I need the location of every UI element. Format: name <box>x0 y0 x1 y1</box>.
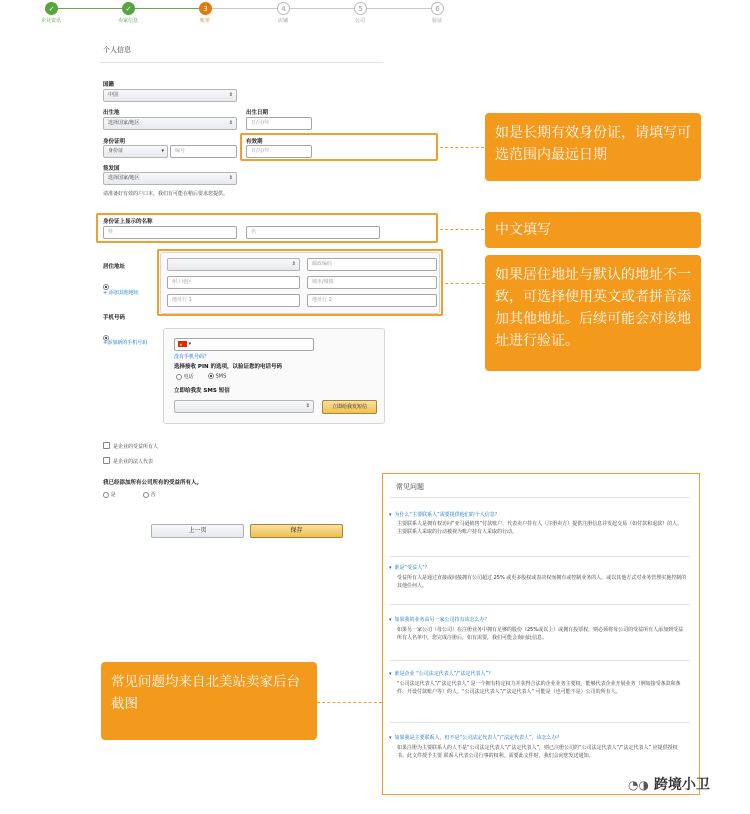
expiry-input[interactable]: 日/月/年 <box>246 145 312 158</box>
nationality-select[interactable] <box>103 89 237 102</box>
radio-selected-icon <box>208 373 214 379</box>
postcode-input[interactable]: 邮政编码 <box>307 258 437 271</box>
id-type-select[interactable] <box>103 145 168 158</box>
step-3-label: 账单 <box>199 18 210 24</box>
connector-line <box>440 229 484 230</box>
birthplace-select[interactable] <box>103 117 237 130</box>
faq-question-3[interactable] <box>389 616 490 623</box>
step-2-label: 卖家信息 <box>117 18 138 24</box>
divider <box>390 722 690 723</box>
expiry-callout: 如是长期有效身份证，请填写可选范围内最远日期 <box>485 113 701 181</box>
connector-line <box>445 283 485 284</box>
step-connector <box>283 8 358 9</box>
send-sms-button[interactable]: 立即给我发短信 <box>322 400 377 414</box>
connector-line <box>440 147 484 148</box>
step-connector <box>52 8 127 9</box>
updown-caret-icon: ⇕ <box>228 175 233 181</box>
faq-question-3-text: 如果我的业务由另一家公司持有该怎么办？ <box>394 617 490 623</box>
issuing-country-value: 选择国家/地区 <box>108 175 140 181</box>
address-callout: 如果居住地址与默认的地址不一致，可选择使用英文或者拼音添加其他地址。后续可能会对该地址进行验证。 <box>485 255 701 371</box>
faq-question-4-text: 谁是企业 “公司法定代表人”/“法定代表人”？ <box>394 671 494 677</box>
chevron-down-icon: ▾ <box>389 735 392 741</box>
id-number-input[interactable]: 编号 <box>170 145 237 158</box>
issuing-country-label: 签发国 <box>103 166 120 172</box>
divider <box>390 604 690 605</box>
beneficial-owner-checkbox[interactable] <box>103 442 110 449</box>
yes-label: 是 <box>110 492 116 498</box>
faq-answer-4: “公司法定代表人”/“法定代表人” 是一个拥有特定权力并获得合法的企业业务主要权，能够代表企业开展业务（例如接受条款和条件、开设付款账户等）的人。“公司法定代表人”/“法定代表人” 可能是（也可能不是）公司的所有人。 <box>397 681 681 695</box>
state-input[interactable]: 州 / 地区 <box>167 276 300 289</box>
sms-language-select[interactable] <box>174 400 314 413</box>
call-option-label: 电话 <box>183 374 194 380</box>
nationality-value: 中国 <box>108 92 119 98</box>
address-label: 居住地址 <box>103 264 126 270</box>
step-1-check-icon[interactable]: ✓ <box>45 2 58 15</box>
issuing-country-note: 请准备好有效的户口本，我们有可能在稍后要求您提供。 <box>103 191 229 197</box>
legal-rep-checkbox[interactable] <box>103 457 110 464</box>
step-5-number: 5 <box>354 2 367 15</box>
answer-no-option[interactable] <box>143 491 156 498</box>
nationality-label: 国籍 <box>103 82 115 88</box>
chevron-down-icon: ▾ <box>389 671 392 677</box>
step-connector <box>360 8 435 9</box>
phone-label: 手机号码 <box>103 315 126 321</box>
all-owners-question: 我已经添加所有公司所有的受益所有人。 <box>103 480 203 486</box>
step-2-check-icon[interactable]: ✓ <box>122 2 135 15</box>
address-line1-input[interactable]: 地址行 1 <box>167 294 300 307</box>
faq-question-1-text: 为什么“主要联系人”需要提供他们的个人信息？ <box>394 512 500 518</box>
step-4-number: 4 <box>277 2 290 15</box>
section-title: 个人信息 <box>103 46 131 54</box>
city-input[interactable]: 城市/城镇 <box>307 276 437 289</box>
updown-caret-icon: ⇕ <box>291 261 296 267</box>
name-highlight <box>96 213 438 243</box>
divider <box>390 497 690 498</box>
previous-button[interactable]: 上一页 <box>151 524 244 538</box>
last-name-input[interactable]: 姓 <box>103 226 237 239</box>
add-address-link[interactable]: + 添加其他地址 <box>103 290 139 296</box>
faq-question-1[interactable] <box>389 511 500 518</box>
birthplace-label: 出生地 <box>103 110 120 116</box>
radio-icon <box>176 374 182 380</box>
wechat-icon: ◔◑ <box>628 778 649 792</box>
faq-question-5[interactable] <box>389 734 562 741</box>
sms-language-label: 立即给我发 SMS 短信 <box>174 388 230 394</box>
step-connector <box>206 8 281 9</box>
step-4-label: 店铺 <box>277 18 288 24</box>
no-phone-link[interactable]: 没有手机号码？ <box>174 354 210 360</box>
address-highlight <box>157 249 443 316</box>
faq-answer-3: 如果另一家公司（母公司）在注册业务中拥有足够的股份（25%或以上）或拥有投票权，则必须将母公司的受益所有人添加到受益所有人名单中。您完成注册后，如有需要，我们可能会询问此信息。 <box>397 627 684 641</box>
updown-caret-icon: ⇕ <box>305 403 310 409</box>
save-button[interactable]: 保存 <box>250 524 343 538</box>
pin-call-option[interactable] <box>176 373 194 380</box>
faq-answer-2: 受益所有人是通过直接或间接拥有公司超过 25% 或更多股权或表决权而拥有或控制业务的人，或以其他方式对业务管理实施控制的其他任何人。 <box>397 575 687 589</box>
watermark-text: 跨境小卫 <box>653 777 710 793</box>
birthdate-input[interactable]: 日/月/年 <box>246 117 312 130</box>
pin-option-label: 选择接收 PIN 的选项，以验证您的电话号码 <box>174 364 283 370</box>
faq-question-5-text: 如果我是主要联系人，但不是“公司法定代表人”/“法定代表人”，该怎么办？ <box>394 735 562 741</box>
watermark <box>628 774 710 794</box>
add-phone-link[interactable]: +添加新的手机号码 <box>103 340 148 346</box>
birthdate-label: 出生日期 <box>246 110 269 116</box>
divider <box>100 62 383 63</box>
pin-sms-option[interactable] <box>208 373 226 380</box>
beneficial-owner-label: 是企业的受益所有人 <box>113 444 159 450</box>
step-3-number[interactable]: 3 <box>199 2 212 15</box>
issuing-country-select[interactable] <box>103 172 237 185</box>
phone-input[interactable] <box>174 338 314 351</box>
step-5-label: 公司 <box>354 18 365 24</box>
divider <box>390 556 690 557</box>
no-label: 否 <box>150 492 156 498</box>
connector-line <box>317 702 382 703</box>
radio-icon <box>143 492 149 498</box>
answer-yes-option[interactable] <box>103 491 116 498</box>
id-proof-label: 身份证明 <box>103 139 126 145</box>
faq-answer-1: 主要联系人是拥有权访问“亚马逊销售”付款账户，代表卖户持有人（注册卖方）提供注册信息并发起交易（如付款和退款）的人。主要联系人采取的行动被视为账户持有人采取的行动。 <box>397 521 683 535</box>
legal-rep-label: 是企业的法人代表 <box>113 459 154 465</box>
expiry-label: 有效期 <box>246 139 263 145</box>
expiry-highlight <box>240 133 438 161</box>
name-callout: 中文填写 <box>485 212 701 248</box>
step-1-label: 企业资讯 <box>40 18 61 24</box>
address-line2-input[interactable]: 地址行 2 <box>307 294 437 307</box>
step-connector <box>129 8 204 9</box>
faq-title: 常见问题 <box>396 483 424 491</box>
divider <box>390 660 690 661</box>
chevron-down-icon: ▾ <box>389 617 392 623</box>
chevron-down-icon: ▾ <box>389 512 392 518</box>
birthplace-value: 选择国家/地区 <box>108 120 140 126</box>
updown-caret-icon: ⇕ <box>228 120 233 126</box>
faq-question-4[interactable] <box>389 670 493 677</box>
name-on-id-label: 身份证上显示的名称 <box>103 219 153 225</box>
chevron-down-icon: ▾ <box>161 148 164 154</box>
chevron-down-icon: ▾ <box>389 565 392 571</box>
chevron-down-icon: ▾ <box>187 341 192 347</box>
step-6-label: 验证 <box>431 18 442 24</box>
id-type-value: 身份证 <box>108 148 124 154</box>
faq-callout: 常见问题均来自北美站卖家后台截图 <box>101 662 317 740</box>
first-name-input[interactable]: 名 <box>246 226 380 239</box>
step-6-number: 6 <box>431 2 444 15</box>
faq-question-2-text: 谁是“受益人”？ <box>394 565 430 571</box>
faq-question-2[interactable] <box>389 564 430 571</box>
sms-option-label: SMS <box>215 373 227 380</box>
faq-answer-5: 如果注册为主要联系人的人不是“公司法定代表人”/“法定代表人”，则已注册公司的“公司法定代表人”/“法定代表人” 应提供授权书。此文件授予主要 联系人代表公司行事的权利。需要此文件时，我们会向您发送通知。 <box>397 745 678 759</box>
china-flag-icon <box>178 341 187 347</box>
radio-icon <box>103 492 109 498</box>
updown-caret-icon: ⇕ <box>228 92 233 98</box>
